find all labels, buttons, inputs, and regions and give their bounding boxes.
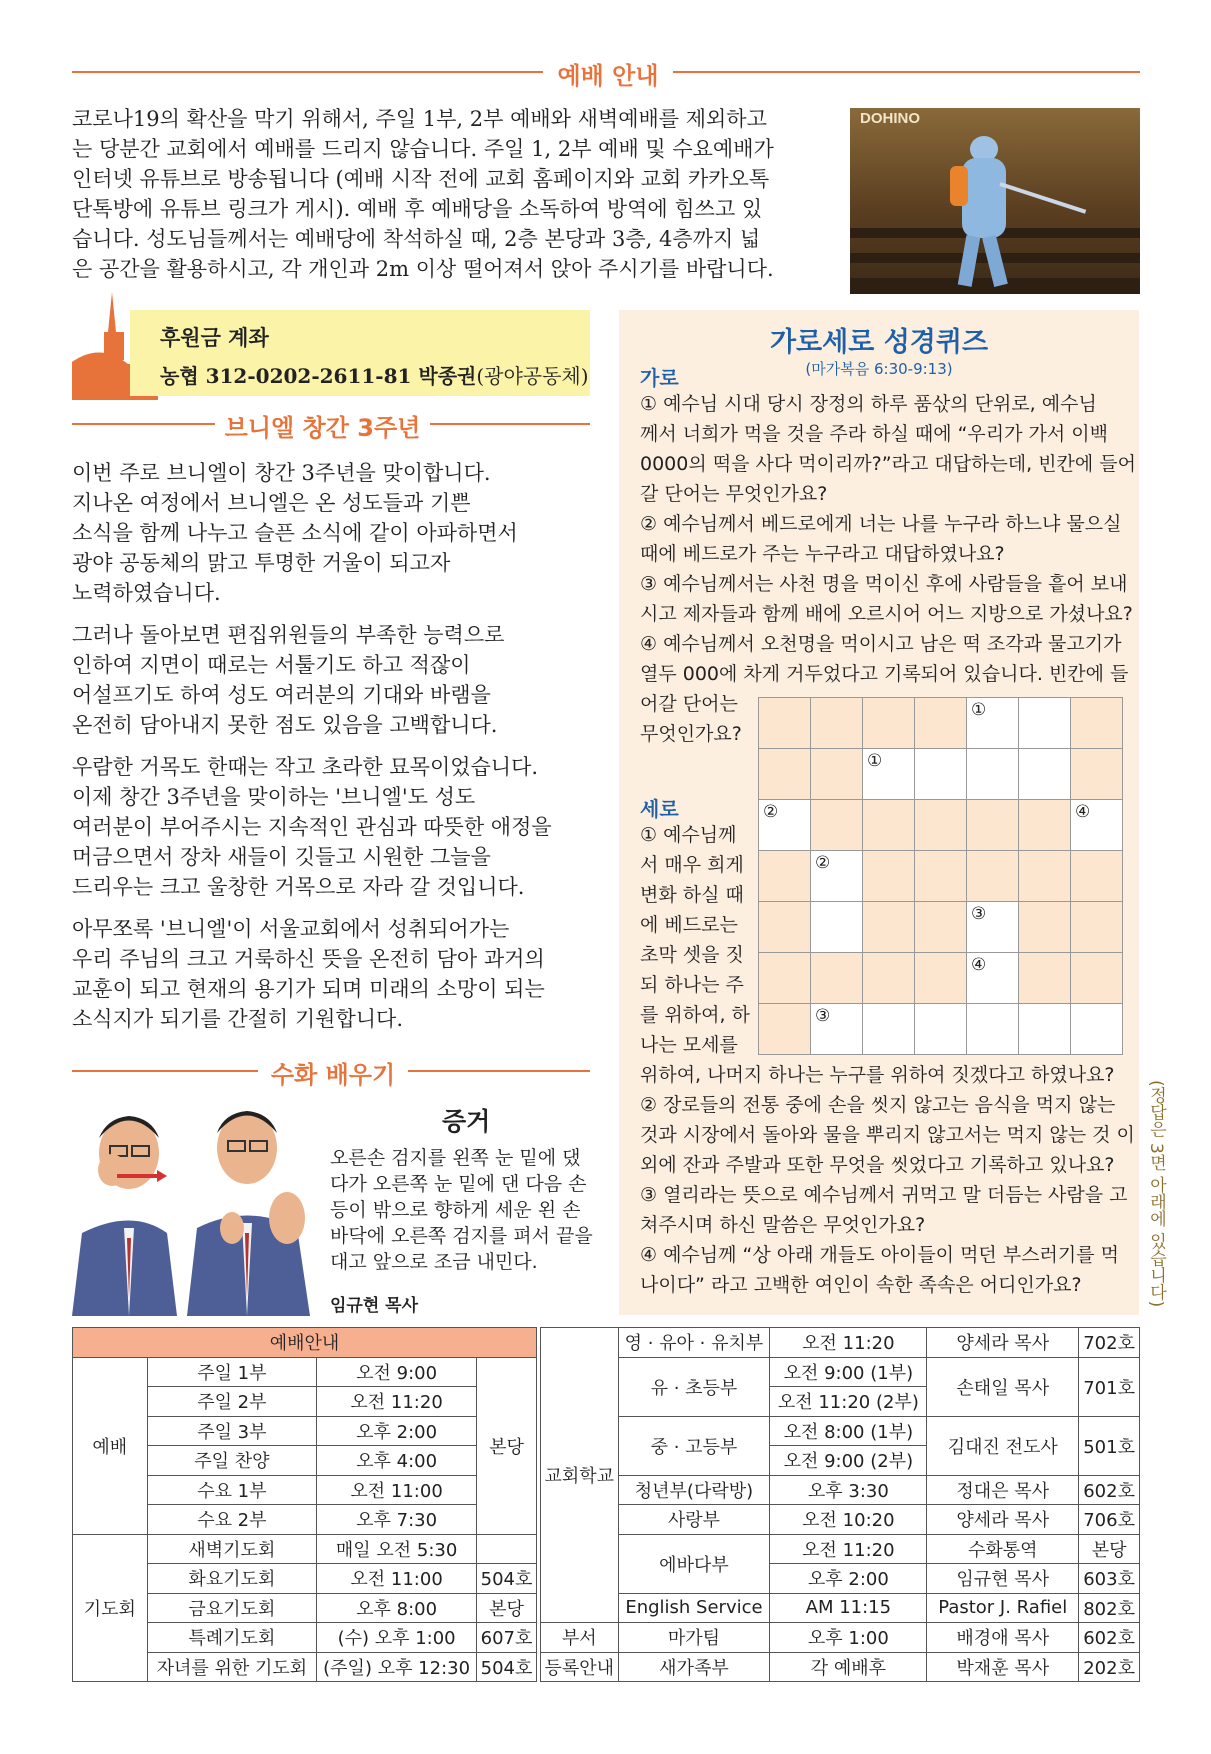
table-header: 예배안내: [73, 1328, 537, 1358]
table-row: 사랑부 오전 10:20 양세라 목사 706호: [541, 1505, 1140, 1535]
crossword-cell[interactable]: [863, 851, 915, 902]
crossword-cell[interactable]: [1071, 902, 1123, 953]
crossword-cell[interactable]: [811, 953, 863, 1004]
crossword-cell[interactable]: [915, 953, 967, 1004]
crossword-cell[interactable]: [863, 800, 915, 851]
crossword-cell[interactable]: [1019, 953, 1071, 1004]
crossword-cell[interactable]: [759, 1004, 811, 1055]
table-row: 에바다부 오전 11:20 수화통역 본당: [541, 1534, 1140, 1564]
crossword-cell[interactable]: ①: [967, 698, 1019, 749]
table-row: 유 · 초등부 오전 9:00 (1부) 손태일 목사 701호: [541, 1357, 1140, 1387]
crossword-cell[interactable]: [967, 800, 1019, 851]
crossword-cell[interactable]: [811, 698, 863, 749]
table-row: 교회학교 영 · 유아 · 유치부 오전 11:20 양세라 목사 702호: [541, 1328, 1140, 1358]
table-row: 주일 3부 오후 2:00: [73, 1416, 537, 1446]
table-row: 오후 2:00 임규현 목사 603호: [541, 1564, 1140, 1594]
crossword-cell[interactable]: [967, 749, 1019, 800]
table-row: 수요 1부 오전 11:00: [73, 1475, 537, 1505]
quiz-across-text: ① 예수님 시대 당시 장정의 하루 품삯의 단위로, 예수님 께서 너희가 먹을 것을 주라 하실 때에 “우리가 가서 이백 0000의 떡을 사다 먹이리까?”라고 대답하는데, 빈칸에 들어 갈 단어는 무엇인가요? ② 예수님께서 베드로에게 너는 나를 누구라 하느냐 물으실 때에 베드로가 주는 누구라고 대답하였나요? ③ 예수님께서는 사천 명을 먹이신 후에 사람들을 흩어 보내 시고 제자들과 함께 배에 오르시어 어느 지방으로 가셨나요? ④ 예수님께서 오천명을 먹이시고 남은 떡 조각과 물고기가 열두 000에 차게 거두었다고 기록되어 있습니다. 빈칸에 들 어갈 단어는 무엇인가요?: [640, 393, 1136, 745]
crossword-cell[interactable]: ③: [967, 902, 1019, 953]
quiz-subtitle: (마가복음 6:30-9:13): [805, 360, 953, 378]
crossword-cell[interactable]: [759, 902, 811, 953]
crossword-cell[interactable]: [1071, 698, 1123, 749]
crossword-cell[interactable]: [1071, 1004, 1123, 1055]
donation-account: 농협 312-0202-2611-81 박종권(광야공동체): [160, 364, 589, 388]
crossword-cell[interactable]: [1019, 851, 1071, 902]
table-row: 오전 11:20 (2부): [541, 1387, 1140, 1417]
worship-notice-text: 코로나19의 확산을 막기 위해서, 주일 1부, 2부 예배와 새벽예배를 제외하고 는 당분간 교회에서 예배를 드리지 않습니다. 주일 1, 2부 예배 및 수요예배가 인터넷 유튜브로 방송됩니다 (예배 시작 전에 교회 홈페이지와 교회 카카오톡 단톡방에 유튜브 링크가 게시). 예배 후 예배당을 소독하여 방역에 힘쓰고 있 습니다. 성도님들께서는 예배당에 착석하실 때, 2층 본당과 3층, 4층까지 넓 은 공간을 활용하시고, 각 개인과 2m 이상 떨어져서 앉아 주시기를 바랍니다.: [72, 107, 774, 281]
table-row: 금요기도회 오후 8:00 본당: [73, 1593, 537, 1623]
worship-notice-title: 예배 안내: [543, 56, 673, 91]
table-row: 등록안내 새가족부 각 예배후 박재훈 목사 202호: [541, 1652, 1140, 1682]
school-schedule-table: [540, 1327, 1140, 1682]
table-row: 중 · 고등부 오전 8:00 (1부) 김대진 전도사 501호: [541, 1416, 1140, 1446]
quiz-across-label: 가로: [640, 366, 679, 390]
table-row: 주일 찬양 오후 4:00: [73, 1446, 537, 1476]
crossword-cell[interactable]: ②: [811, 851, 863, 902]
table-row: 오전 9:00 (2부): [541, 1446, 1140, 1476]
crossword-cell[interactable]: [1071, 749, 1123, 800]
crossword-cell[interactable]: [915, 851, 967, 902]
crossword-cell[interactable]: [1019, 902, 1071, 953]
crossword-cell[interactable]: [915, 902, 967, 953]
table-row: English Service AM 11:15 Pastor J. Rafiel 802호: [541, 1593, 1140, 1623]
crossword-cell[interactable]: [967, 851, 1019, 902]
table-row: 특례기도회 (수) 오후 1:00 607호: [73, 1623, 537, 1653]
sign-author: 임규현 목사: [330, 1296, 419, 1316]
quiz-down-label: 세로: [640, 797, 679, 821]
sign-description: 오른손 검지를 왼쪽 눈 밑에 댔 다가 오른쪽 눈 밑에 댄 다음 손 등이 밖으로 향하게 세운 왼 손 바닥에 오른쪽 검지를 펴서 끝을 대고 앞으로 조금 내민다.: [330, 1147, 593, 1273]
crossword-cell[interactable]: [915, 749, 967, 800]
anniversary-title: 브니엘 창간 3주년: [215, 408, 430, 443]
crossword-cell[interactable]: [863, 902, 915, 953]
quiz-title: 가로세로 성경퀴즈: [769, 327, 989, 358]
crossword-cell[interactable]: [915, 800, 967, 851]
table-row: 부서 마가팀 오후 1:00 배경애 목사 602호: [541, 1623, 1140, 1653]
crossword-cell[interactable]: [1019, 1004, 1071, 1055]
table-row: 자녀를 위한 기도회 (주일) 오후 12:30 504호: [73, 1652, 537, 1682]
table-row: 화요기도회 오전 11:00 504호: [73, 1564, 537, 1594]
crossword-cell[interactable]: [811, 800, 863, 851]
table-row: 기도회 새벽기도회 매일 오전 5:30: [73, 1534, 537, 1564]
crossword-cell[interactable]: [811, 902, 863, 953]
table-row: 수요 2부 오후 7:30: [73, 1505, 537, 1535]
crossword-cell[interactable]: [759, 749, 811, 800]
crossword-cell[interactable]: [1019, 698, 1071, 749]
table-row: 예배 주일 1부 오전 9:00 본당: [73, 1357, 537, 1387]
crossword-cell[interactable]: [1071, 851, 1123, 902]
crossword-cell[interactable]: [759, 953, 811, 1004]
donation-box: [130, 310, 590, 396]
crossword-cell[interactable]: [1019, 749, 1071, 800]
crossword-cell[interactable]: [915, 698, 967, 749]
quiz-answer-note: (정답은 3면 아래에 있습니다): [1146, 1080, 1166, 1308]
crossword-cell[interactable]: ④: [967, 953, 1019, 1004]
sign-word: 증거: [442, 1107, 491, 1136]
worship-schedule-table: [72, 1327, 537, 1682]
crossword-grid: [758, 697, 1123, 1055]
crossword-cell[interactable]: [1071, 953, 1123, 1004]
crossword-cell[interactable]: [967, 1004, 1019, 1055]
disinfection-photo: DOHINO: [850, 108, 1140, 294]
table-row: 청년부(다락방) 오후 3:30 정대은 목사 602호: [541, 1475, 1140, 1505]
quiz-down-text: 위하여, 나머지 하나는 누구를 위하여 짓겠다고 하였나요? ② 장로들의 전통 중에 손을 씻지 않고는 음식을 먹지 않는 것과 시장에서 돌아와 물을 뿌리지 않고서는 먹지 않는 것 이 외에 잔과 주발과 또한 무엇을 씻었다고 기록하고 있나요? ③ 열리라는 뜻으로 예수님께서 귀먹고 말 더듬는 사람을 고 쳐주시며 하신 말씀은 무엇인가요? ④ 예수님께 “상 아래 개들도 아이들이 먹던 부스러기를 먹 나이다” 라고 고백한 여인이 속한 족속은 어디인가요?: [640, 1064, 1135, 1296]
crossword-cell[interactable]: [863, 953, 915, 1004]
crossword-cell[interactable]: [1019, 800, 1071, 851]
crossword-cell[interactable]: [863, 1004, 915, 1055]
anniversary-text: 이번 주로 브니엘이 창간 3주년을 맞이합니다. 지나온 여정에서 브니엘은 온 성도들과 기쁜 소식을 함께 나누고 슬픈 소식에 같이 아파하면서 광야 공동체의 맑고 투명한 거울이 되고자 노력하였습니다. 그러나 돌아보면 편집위원들의 부족한 능력으로 인하여 지면이 때로는 서툴기도 하고 적잖이 어설프기도 하여 성도 여러분의 기대와 바램을 온전히 담아내지 못한 점도 있음을 고백합니다. 우람한 거목도 한때는 작고 초라한 묘목이었습니다. 이제 창간 3주년을 맞이하는 '브니엘'도 성도 여러분이 부어주시는 지속적인 관심과 따뜻한 애정을 머금으면서 장차 새들이 깃들고 시원한 그늘을 드리우는 크고 울창한 거목으로 자라 갈 것입니다. 아무쪼록 '브니엘'이 서울교회에서 성취되어가는 우리 주님의 크고 거룩하신 뜻을 온전히 담아 과거의 교훈이 되고 현재의 용기가 되며 미래의 소망이 되는 소식지가 되기를 간절히 기원합니다.: [72, 461, 552, 1031]
crossword-cell[interactable]: [759, 698, 811, 749]
crossword-cell[interactable]: ①: [863, 749, 915, 800]
sign-language-title: 수화 배우기: [258, 1055, 408, 1090]
crossword-cell[interactable]: ④: [1071, 800, 1123, 851]
quiz-down-text-narrow: ① 예수님께 서 매우 희게 변화 하실 때 에 베드로는 초막 셋을 짓 되 하나는 주 를 위하여, 하 나는 모세를: [640, 824, 750, 1056]
table-row: 주일 2부 오전 11:20: [73, 1387, 537, 1417]
crossword-cell[interactable]: [811, 749, 863, 800]
crossword-cell[interactable]: [863, 698, 915, 749]
crossword-cell[interactable]: ③: [811, 1004, 863, 1055]
crossword-cell[interactable]: [915, 1004, 967, 1055]
sign-language-photo: [72, 1098, 322, 1316]
donation-title: 후원금 계좌: [160, 326, 269, 350]
crossword-cell[interactable]: ②: [759, 800, 811, 851]
crossword-cell[interactable]: [759, 851, 811, 902]
